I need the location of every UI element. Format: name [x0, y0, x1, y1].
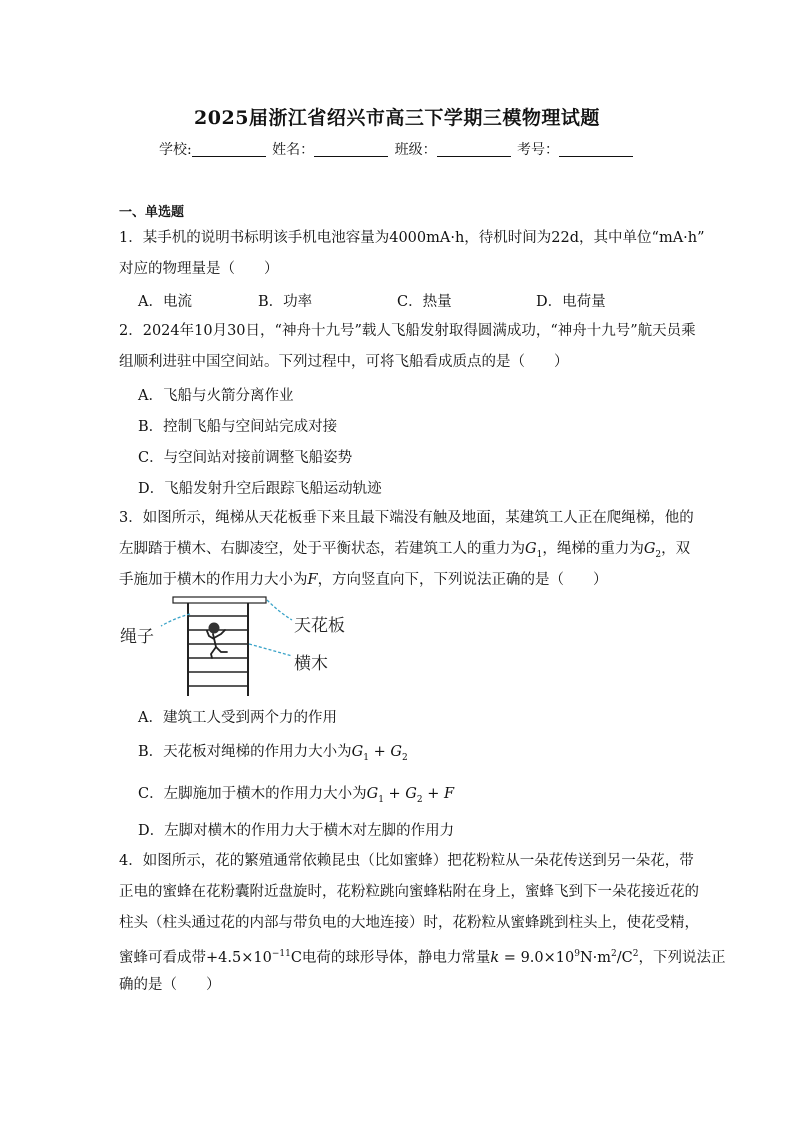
- section-heading: 一、单选题: [119, 205, 185, 220]
- q2-option-b[interactable]: B．控制飞船与空间站完成对接: [138, 419, 338, 435]
- class-field[interactable]: [437, 142, 511, 157]
- ceiling-board: [173, 597, 266, 603]
- q2-option-c[interactable]: C．与空间站对接前调整飞船姿势: [138, 450, 353, 466]
- q4-stem-line3: 柱头（柱头通过花的内部与带负电的大地连接）时，花粉粒从蜜蜂跳到柱头上，使花受精，: [119, 915, 699, 931]
- ceiling-label: 天花板: [294, 616, 345, 636]
- q1-option-d[interactable]: D．电荷量: [536, 294, 606, 310]
- rope-label: 绳子: [120, 627, 154, 647]
- q3-option-c[interactable]: C．左脚施加于横木的作用力大小为$G_1 + G_2 + F$: [138, 786, 455, 805]
- q4-stem-line2: 正电的蜜蜂在花粉囊附近盘旋时，花粉粒跳向蜜蜂粘附在身上，蜜蜂飞到下一朵花接近花的: [119, 884, 699, 900]
- q3-stem-line2: 左脚踏于横木、右脚凌空，处于平衡状态，若建筑工人的重力为$G_1$，绳梯的重力为$G_2$，双: [119, 541, 691, 560]
- q1-option-b[interactable]: B．功率: [258, 294, 313, 310]
- school-field[interactable]: [192, 142, 266, 157]
- rope-ladder-figure: [117, 594, 362, 698]
- q1-stem-line1: 1．某手机的说明书标明该手机电池容量为4000mA·h，待机时间为22d，其中单位“mA·h”: [119, 230, 705, 246]
- number-field[interactable]: [559, 142, 633, 157]
- q4-stem-line5: 确的是（ ）: [119, 977, 221, 993]
- number-label: 考号：: [517, 142, 560, 158]
- worker-figure: [207, 623, 227, 659]
- q2-stem-line1: 2．2024年10月30日，“神舟十九号”载人飞船发射取得圆满成功，“神舟十九号”航天员乘: [119, 323, 696, 339]
- q3-option-b[interactable]: B．天花板对绳梯的作用力大小为$G_1 + G_2$: [138, 744, 408, 763]
- rung-leader-line: [249, 644, 292, 656]
- ceiling-leader-line: [267, 600, 292, 620]
- school-label: 学校:: [158, 142, 192, 158]
- q3-option-a[interactable]: A．建筑工人受到两个力的作用: [138, 710, 337, 726]
- q1-stem-line2: 对应的物理量是（ ）: [119, 261, 279, 277]
- student-info-row: [0, 139, 794, 159]
- q1-option-c[interactable]: C．热量: [397, 294, 452, 310]
- q3-option-d[interactable]: D．左脚对横木的作用力大于横木对左脚的作用力: [138, 823, 455, 839]
- q2-stem-line2: 组顺利进驻中国空间站。下列过程中，可将飞船看成质点的是（ ）: [119, 354, 569, 370]
- q3-stem-line3: 手施加于横木的作用力大小为F，方向竖直向下，下列说法正确的是（ ）: [119, 572, 608, 588]
- q4-stem-line1: 4．如图所示，花的繁殖通常依赖昆虫（比如蜜蜂）把花粉粒从一朵花传送到另一朵花，带: [119, 853, 694, 869]
- class-label: 班级：: [394, 142, 437, 158]
- page-title: 2025届浙江省绍兴市高三下学期三模物理试题: [194, 107, 600, 129]
- name-label: 姓名：: [272, 142, 315, 158]
- q3-stem-line1: 3．如图所示，绳梯从天花板垂下来且最下端没有触及地面，某建筑工人正在爬绳梯，他的: [119, 510, 694, 526]
- q1-option-a[interactable]: A．电流: [138, 294, 192, 310]
- q2-option-a[interactable]: A．飞船与火箭分离作业: [138, 388, 294, 404]
- name-field[interactable]: [314, 142, 388, 157]
- rung-label: 横木: [294, 654, 328, 674]
- q2-option-d[interactable]: D．飞船发射升空后跟踪飞船运动轨迹: [138, 481, 382, 497]
- rope-leader-line: [161, 614, 190, 626]
- q4-stem-line4: 蜜蜂可看成带$+4.5\times 10^{-11}C$电荷的球形导体，静电力常量$k = 9.0\times 10^9N\cdot m^2/C^2$，下列说法正: [119, 949, 726, 966]
